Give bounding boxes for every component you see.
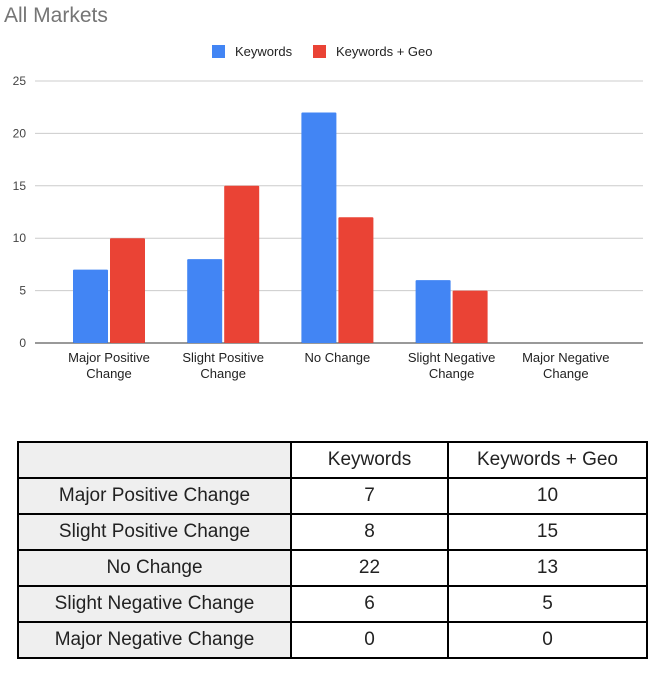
table-cell-label: Major Negative Change	[18, 622, 291, 658]
table-cell: 8	[291, 514, 448, 550]
x-axis	[68, 350, 609, 381]
table-cell: 6	[291, 586, 448, 622]
page-title: All Markets	[4, 4, 108, 27]
legend-swatch	[313, 45, 326, 58]
table-row	[18, 622, 647, 658]
table-row	[18, 586, 647, 622]
chart-bars	[73, 112, 488, 343]
x-tick-label: Slight Positive Change	[182, 350, 265, 381]
table-row	[18, 478, 647, 514]
table-row	[18, 514, 647, 550]
table-cell: 22	[291, 550, 448, 586]
table-cell: 0	[291, 622, 448, 658]
bar-keywords-geo	[338, 217, 373, 343]
table-header-row	[18, 442, 647, 478]
x-tick-label: No Change	[304, 350, 371, 365]
y-tick-label: 20	[12, 126, 26, 141]
data-table	[17, 441, 648, 659]
table-cell: 15	[448, 514, 647, 550]
table-cell: 0	[448, 622, 647, 658]
table-cell-label: No Change	[18, 550, 291, 586]
legend-label: Keywords + Geo	[336, 44, 433, 59]
x-tick-label: Slight Negative Change	[407, 350, 496, 381]
y-tick-label: 5	[19, 283, 26, 298]
bar-keywords-geo	[224, 186, 259, 343]
table-cell-label: Slight Positive Change	[18, 514, 291, 550]
table-header-cell: Keywords + Geo	[448, 442, 647, 478]
bar-keywords	[301, 112, 336, 343]
table-cell: 10	[448, 478, 647, 514]
legend-swatch	[212, 45, 225, 58]
table-header-cell	[18, 442, 291, 478]
x-tick-label: Major Positive Change	[68, 350, 150, 381]
table-header-cell: Keywords	[291, 442, 448, 478]
table-cell: 13	[448, 550, 647, 586]
table-cell-label: Slight Negative Change	[18, 586, 291, 622]
x-tick-label: Major Negative Change	[522, 350, 610, 381]
table-cell-label: Major Positive Change	[18, 478, 291, 514]
y-tick-label: 15	[12, 178, 26, 193]
bar-keywords	[73, 270, 108, 343]
legend-label: Keywords	[235, 44, 293, 59]
bar-keywords-geo	[453, 291, 488, 343]
y-tick-label: 0	[19, 336, 26, 350]
table-row	[18, 550, 647, 586]
table-cell: 5	[448, 586, 647, 622]
bar-keywords	[416, 280, 451, 343]
y-tick-label: 25	[12, 74, 26, 88]
chart-legend	[212, 44, 432, 59]
table-cell: 7	[291, 478, 448, 514]
y-axis	[13, 74, 27, 350]
y-tick-label: 10	[12, 231, 26, 246]
bar-keywords	[187, 259, 222, 343]
bar-keywords-geo	[110, 238, 145, 343]
